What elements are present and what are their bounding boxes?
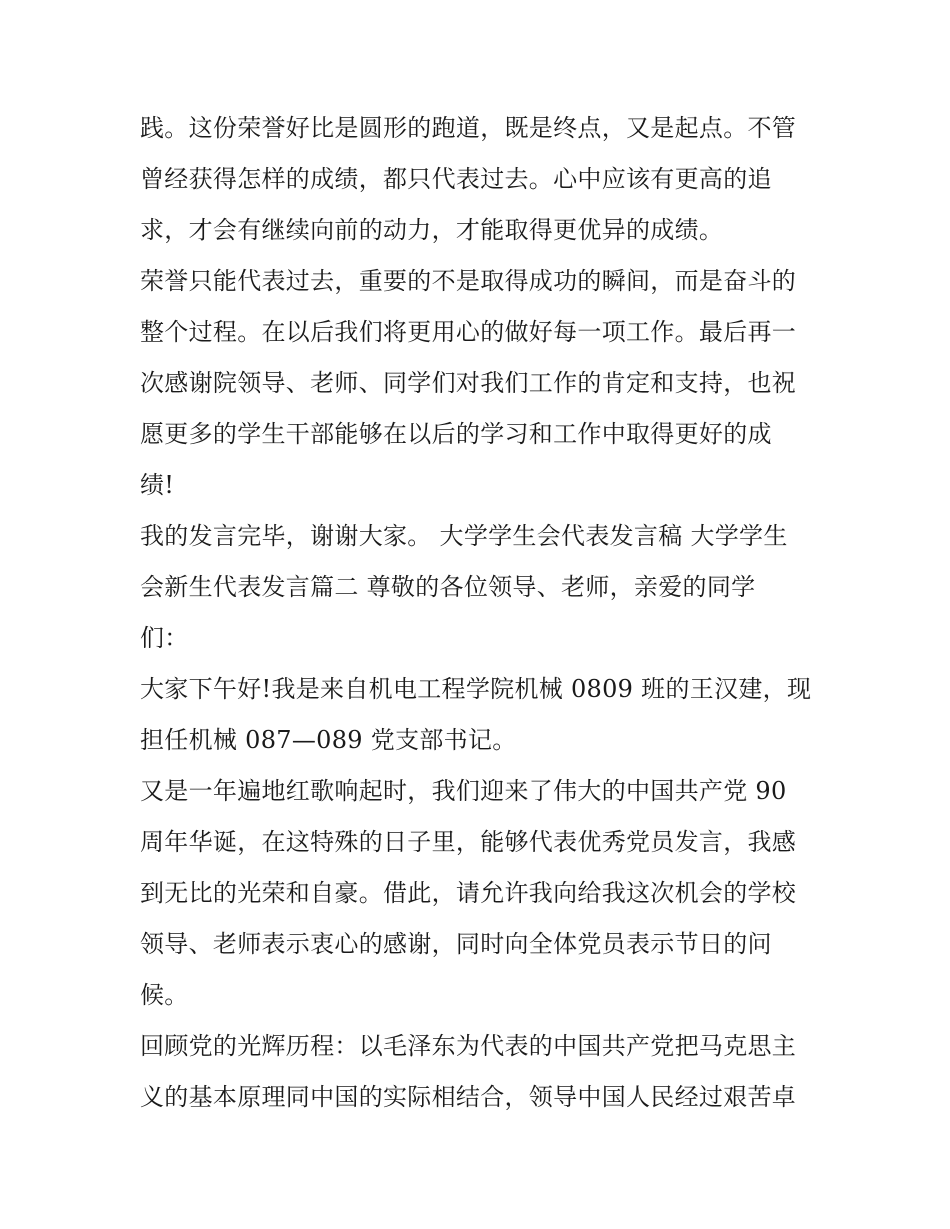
text-line-17: 领导、老师表示衷心的感谢，同时向全体党员表示节日的问	[140, 930, 772, 958]
text-line-5: 整个过程。在以后我们将更用心的做好每一项工作。最后再一	[140, 318, 797, 346]
text-line-4: 荣誉只能代表过去，重要的不是取得成功的瞬间，而是奋斗的	[140, 267, 797, 295]
text-line-2: 曾经获得怎样的成绩，都只代表过去。心中应该有更高的追	[140, 165, 772, 193]
text-line-18: 候。	[140, 981, 189, 1009]
text-line-8: 绩!	[140, 471, 175, 499]
text-line-6: 次感谢院领导、老师、同学们对我们工作的肯定和支持，也祝	[140, 369, 797, 397]
text-line-19: 回顾党的光辉历程：以毛泽东为代表的中国共产党把马克思主	[140, 1032, 797, 1060]
text-line-7: 愿更多的学生干部能够在以后的学习和工作中取得更好的成	[140, 420, 772, 448]
text-line-3: 求，才会有继续向前的动力，才能取得更优异的成绩。	[140, 216, 724, 244]
text-line-20: 义的基本原理同中国的实际相结合，领导中国人民经过艰苦卓	[140, 1083, 797, 1111]
text-line-14: 又是一年遍地红歌响起时，我们迎来了伟大的中国共产党 90	[140, 777, 787, 805]
text-line-9: 我的发言完毕，谢谢大家。 大学学生会代表发言稿 大学学生	[140, 522, 788, 550]
text-line-12: 大家下午好!我是来自机电工程学院机械 0809 班的王汉建，现	[140, 675, 812, 703]
text-line-1: 践。这份荣誉好比是圆形的跑道，既是终点，又是起点。不管	[140, 114, 797, 142]
document-body	[140, 103, 820, 1123]
text-line-16: 到无比的光荣和自豪。借此，请允许我向给我这次机会的学校	[140, 879, 797, 907]
text-line-11: 们：	[140, 624, 189, 652]
text-line-13: 担任机械 087—089 党支部书记。	[140, 726, 517, 754]
text-line-15: 周年华诞，在这特殊的日子里，能够代表优秀党员发言，我感	[140, 828, 797, 856]
text-line-10: 会新生代表发言篇二 尊敬的各位领导、老师，亲爱的同学	[140, 573, 756, 601]
